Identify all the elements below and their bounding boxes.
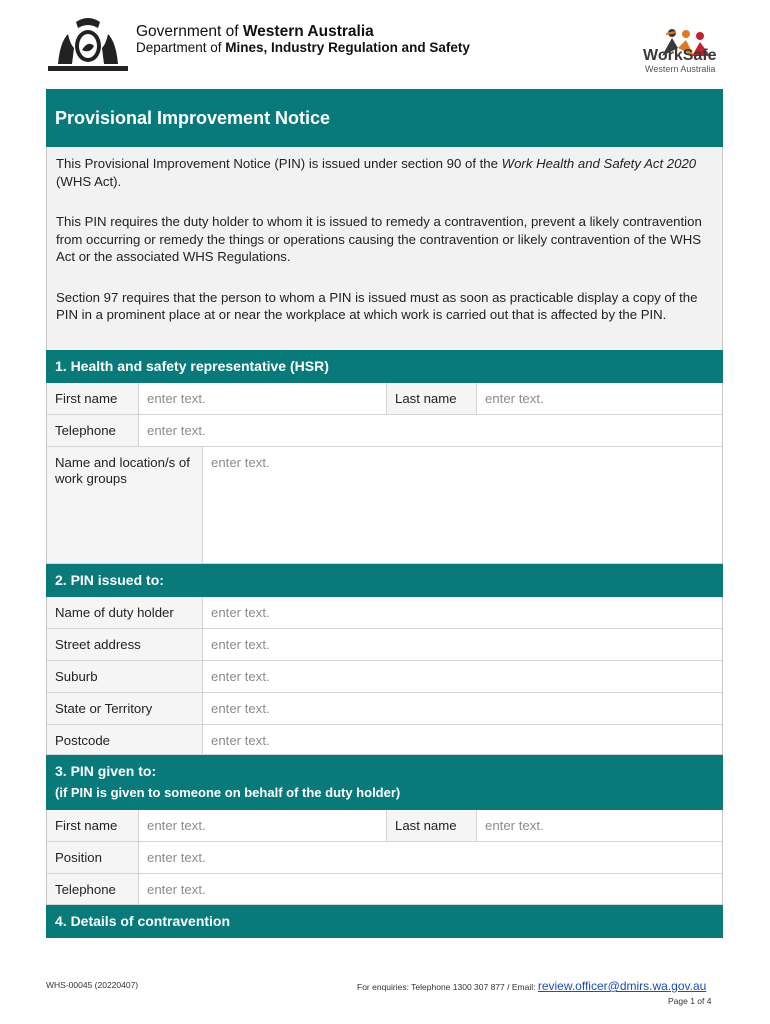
enquiries-line: For enquiries: Telephone 1300 307 877 / Email: review.officer@dmirs.wa.gov.au	[357, 979, 707, 993]
given-last-name-field[interactable]: enter text.	[477, 810, 722, 841]
hsr-first-name-field[interactable]: enter text.	[139, 383, 387, 414]
worksafe-name: WorkSafe	[643, 47, 717, 64]
state-field[interactable]: enter text.	[203, 693, 722, 724]
given-to-name-row	[46, 810, 723, 842]
hsr-telephone-field[interactable]: enter text.	[139, 415, 722, 446]
intro-panel	[46, 147, 723, 350]
pin-form	[46, 89, 723, 938]
street-address-field[interactable]: enter text.	[203, 629, 722, 660]
suburb-field[interactable]: enter text.	[203, 661, 722, 692]
telephone-label: Telephone	[47, 415, 139, 446]
hsr-last-name-field[interactable]: enter text.	[477, 383, 722, 414]
intro-paragraph-1: This Provisional Improvement Notice (PIN) is issued under section 90 of the Work Health and Safety Act 2020 (WHS Act).	[56, 156, 697, 189]
position-field[interactable]: enter text.	[139, 842, 722, 873]
given-telephone-field[interactable]: enter text.	[139, 874, 722, 904]
street-address-row	[46, 629, 723, 661]
state-row	[46, 693, 723, 725]
postcode-row	[46, 725, 723, 755]
given-telephone-row	[46, 874, 723, 905]
first-name-label: First name	[47, 810, 139, 841]
postcode-label: Postcode	[47, 725, 203, 754]
hsr-work-groups-field[interactable]: enter text.	[203, 447, 722, 563]
wa-crest-icon	[46, 14, 130, 74]
government-title: Government of Western Australia	[136, 23, 374, 40]
section-2-heading: 2. PIN issued to:	[46, 564, 723, 597]
intro-paragraph-3: Section 97 requires that the person to whom a PIN is issued must as soon as practicable display a copy of the PIN in a prominent place at or near the workplace at which work is carried out that is affected by the PIN.	[56, 289, 698, 322]
suburb-row	[46, 661, 723, 693]
street-address-label: Street address	[47, 629, 203, 660]
section-3-title: 3. PIN given to:	[55, 762, 157, 779]
page-number: Page 1 of 4	[668, 996, 712, 1006]
last-name-label: Last name	[387, 810, 477, 841]
intro-paragraph-2: This PIN requires the duty holder to whom it is issued to remedy a contravention, prevent a likely contravention from occurring or remedy the things or operations causing the contravention or likely contravention of the WHS Act or the associated WHS Regulations.	[56, 214, 702, 264]
section-4-heading: 4. Details of contravention	[46, 905, 723, 938]
given-first-name-field[interactable]: enter text.	[139, 810, 387, 841]
section-1-heading: 1. Health and safety representative (HSR)	[46, 350, 723, 383]
form-title: Provisional Improvement Notice	[46, 89, 723, 147]
postcode-field[interactable]: enter text.	[203, 725, 722, 754]
telephone-label: Telephone	[47, 874, 139, 904]
duty-holder-field[interactable]: enter text.	[203, 597, 722, 628]
state-label: State or Territory	[47, 693, 203, 724]
position-label: Position	[47, 842, 139, 873]
hsr-work-groups-row	[46, 447, 723, 564]
section-3-subtitle: (if PIN is given to someone on behalf of the duty holder)	[55, 784, 401, 800]
duty-holder-label: Name of duty holder	[47, 597, 203, 628]
section-3-heading	[46, 755, 723, 810]
last-name-label: Last name	[387, 383, 477, 414]
hsr-name-row	[46, 383, 723, 415]
hsr-telephone-row	[46, 415, 723, 447]
worksafe-subtitle: Western Australia	[645, 64, 716, 74]
first-name-label: First name	[47, 383, 139, 414]
work-groups-label: Name and location/s of work groups	[47, 447, 203, 563]
department-title: Department of Mines, Industry Regulation and Safety	[136, 40, 470, 55]
document-code: WHS-00045 (20220407)	[46, 980, 139, 990]
document-header	[0, 0, 770, 88]
position-row	[46, 842, 723, 874]
email-link[interactable]: review.officer@dmirs.wa.gov.au	[537, 979, 707, 993]
suburb-label: Suburb	[47, 661, 203, 692]
duty-holder-row	[46, 597, 723, 629]
